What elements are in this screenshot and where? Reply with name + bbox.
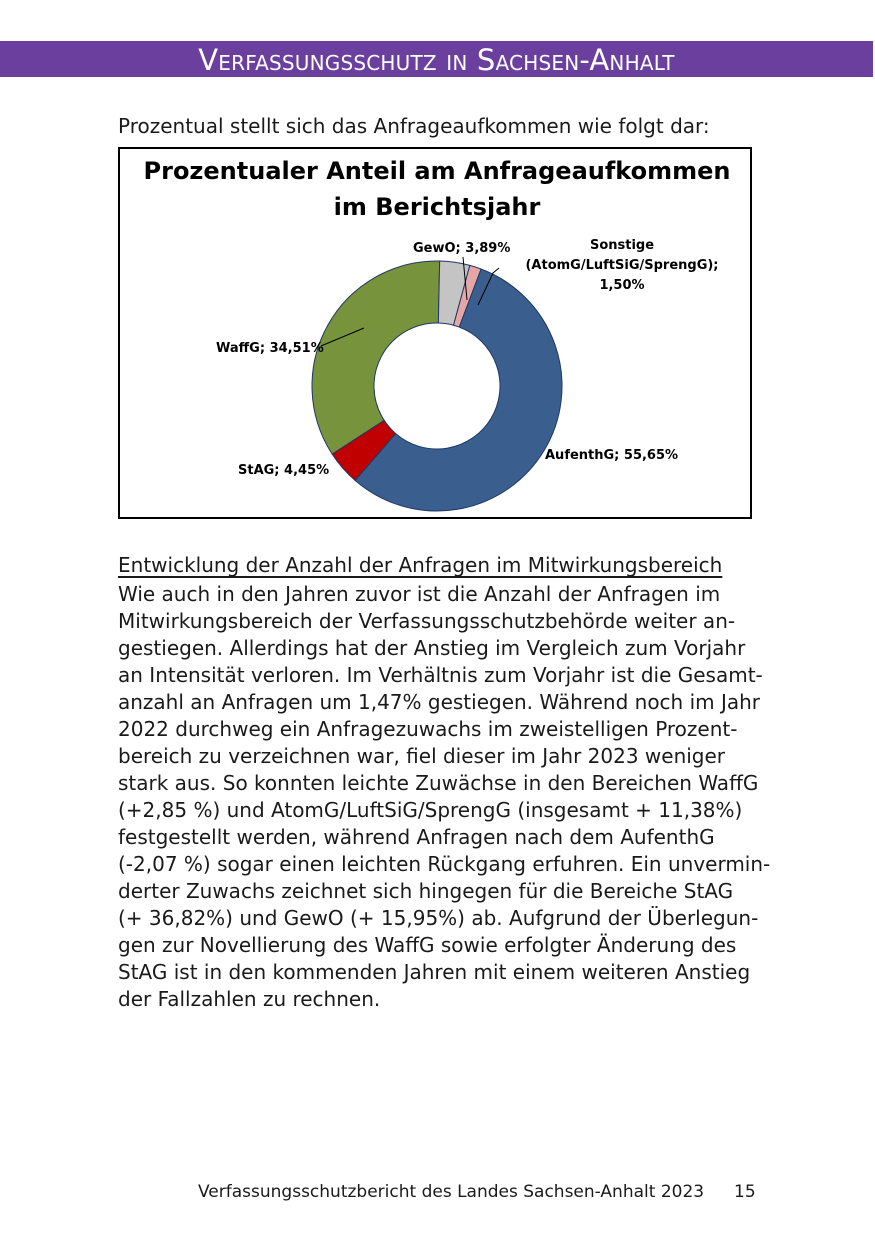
chart-svg bbox=[120, 149, 750, 517]
body-line: anzahl an Anfragen um 1,47% gestiegen. Während noch im Jahr bbox=[118, 690, 761, 714]
body-line: (-2,07 %) sogar einen leichten Rückgang erfuhren. Ein unvermin- bbox=[118, 852, 771, 876]
body-line: stark aus. So konnten leichte Zuwächse in den Bereichen WaffG bbox=[118, 771, 759, 795]
header-bar bbox=[0, 41, 873, 77]
chart-title-line-1: Prozentualer Anteil am Anfrageaufkommen bbox=[143, 157, 731, 185]
body-line: gen zur Novellierung des WaffG sowie erfolgter Änderung des bbox=[118, 933, 737, 957]
label-aufenthg: AufenthG; 55,65% bbox=[545, 448, 679, 463]
body-line: 2022 durchweg ein Anfragezuwachs im zweistelligen Prozent- bbox=[118, 717, 738, 741]
label-sonstige-line-1: Sonstige bbox=[589, 238, 655, 253]
body-line: (+ 36,82%) und GewO (+ 15,95%) ab. Aufgrund der Überlegun- bbox=[118, 906, 759, 930]
body-line: gestiegen. Allerdings hat der Anstieg im Vergleich zum Vorjahr bbox=[118, 636, 746, 660]
intro-text: Prozentual stellt sich das Anfrageaufkommen wie folgt dar: bbox=[118, 114, 710, 138]
section-heading: Entwicklung der Anzahl der Anfragen im Mitwirkungsbereich bbox=[118, 553, 723, 577]
label-stag: StAG; 4,45% bbox=[238, 463, 330, 478]
chart-title-line-2: im Berichtsjahr bbox=[333, 193, 541, 221]
body-line: an Intensität verloren. Im Verhältnis zum Vorjahr ist die Gesamt- bbox=[118, 663, 763, 687]
footer-text: Verfassungsschutzbericht des Landes Sachsen-Anhalt 2023 bbox=[198, 1182, 705, 1202]
body-line: derter Zuwachs zeichnet sich hingegen für die Bereiche StAG bbox=[118, 879, 734, 903]
slice-waffg bbox=[312, 261, 440, 454]
label-sonstige-line-2: (AtomG/LuftSiG/SprengG); bbox=[525, 258, 719, 273]
body-line: Mitwirkungsbereich der Verfassungsschutzbehörde weiter an- bbox=[118, 609, 736, 633]
body-line: festgestellt werden, während Anfragen nach dem AufenthG bbox=[118, 825, 715, 849]
body-line: StAG ist in den kommenden Jahren mit einem weiteren Anstieg bbox=[118, 960, 751, 984]
page-number: 15 bbox=[734, 1182, 756, 1202]
label-sonstige-line-3: 1,50% bbox=[599, 278, 645, 293]
body-line: der Fallzahlen zu rechnen. bbox=[118, 987, 381, 1011]
body-line: (+2,85 %) und AtomG/LuftSiG/SprengG (insgesamt + 11,38%) bbox=[118, 798, 743, 822]
header-title: Verfassungsschutz in Sachsen-Anhalt bbox=[198, 43, 675, 77]
body-line: Wie auch in den Jahren zuvor ist die Anzahl der Anfragen im bbox=[118, 582, 721, 606]
body-line: bereich zu verzeichnen war, fiel dieser im Jahr 2023 weniger bbox=[118, 744, 726, 768]
label-waffg: WaffG; 34,51% bbox=[216, 341, 324, 356]
doughnut-chart bbox=[118, 147, 752, 519]
label-gewo: GewO; 3,89% bbox=[413, 241, 511, 256]
body-paragraph bbox=[118, 581, 771, 1013]
